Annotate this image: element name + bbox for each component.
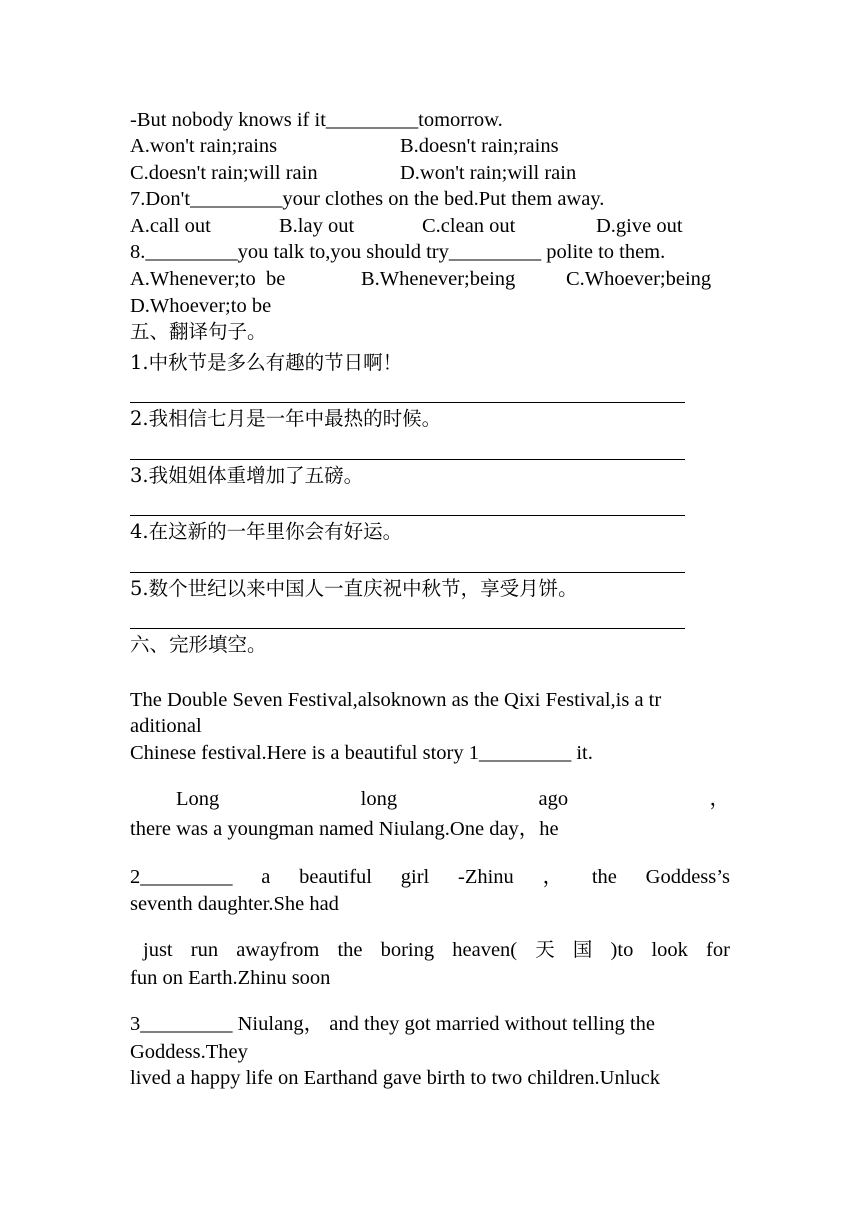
- word: for: [706, 939, 730, 961]
- q7-option-c: C.clean out: [422, 215, 516, 237]
- q8-option-c: C.Whoever;being: [566, 268, 712, 290]
- word: ，: [542, 866, 564, 888]
- translation-item-3: 3.我姐姐体重增加了五磅。: [130, 464, 364, 487]
- word: ago: [538, 788, 569, 810]
- passage-p4-line2: fun on Earth.Zhinu soon: [130, 967, 331, 989]
- q7-option-d: D.give out: [596, 215, 683, 237]
- passage-p2-line2: there was a youngman named Niulang.One day，he: [130, 818, 559, 840]
- word: the: [591, 866, 617, 888]
- word: heaven(: [452, 939, 518, 961]
- passage-p5-line1: 3_________ Niulang， and they got married without telling the: [130, 1013, 655, 1035]
- word: beautiful: [299, 866, 373, 888]
- q7-option-a: A.call out: [130, 215, 211, 237]
- passage-p1-line1: The Double Seven Festival,alsoknown as the Qixi Festival,is a tr: [130, 689, 662, 711]
- translation-item-2: 2.我相信七月是一年中最热的时候。: [130, 407, 442, 430]
- q7-option-b: B.lay out: [279, 215, 355, 237]
- answer-line-3: [130, 515, 685, 516]
- q8-stem: 8._________you talk to,you should try_________ polite to them.: [130, 241, 666, 263]
- translation-item-5: 5.数个世纪以来中国人一直庆祝中秋节，享受月饼。: [130, 577, 578, 600]
- q6-option-a: A.won't rain;rains: [130, 135, 278, 157]
- word: just: [143, 939, 173, 961]
- q6-tail: -But nobody knows if it_________tomorrow.: [130, 109, 503, 131]
- q6-option-c: C.doesn't rain;will rain: [130, 162, 318, 184]
- word: 天: [535, 938, 555, 961]
- word: awayfrom: [236, 939, 320, 961]
- passage-p4-line1: [130, 937, 730, 963]
- q8-option-b: B.Whenever;being: [361, 268, 516, 290]
- word: 国: [572, 938, 593, 961]
- passage-p5-line2: Goddess.They: [130, 1041, 248, 1063]
- q6-option-d: D.won't rain;will rain: [400, 162, 577, 184]
- word: girl: [400, 866, 430, 888]
- section6-heading: 六、完形填空。: [130, 633, 267, 656]
- word: ，: [709, 788, 730, 810]
- section5-heading: 五、翻译句子。: [130, 320, 267, 343]
- passage-p1-line2: aditional: [130, 715, 202, 737]
- word: Long: [176, 788, 220, 810]
- q8-option-a: A.Whenever;to be: [130, 268, 286, 290]
- word: )to: [610, 939, 634, 961]
- answer-line-4: [130, 572, 685, 573]
- word: a: [261, 866, 271, 888]
- answer-line-5: [130, 628, 685, 629]
- word: -Zhinu: [458, 866, 514, 888]
- answer-line-1: [130, 402, 685, 403]
- word: 2_________: [130, 866, 233, 888]
- word: Goddess’s: [645, 866, 730, 888]
- q6-option-b: B.doesn't rain;rains: [400, 135, 559, 157]
- q7-stem: 7.Don't_________your clothes on the bed.Put them away.: [130, 188, 605, 210]
- word: boring: [380, 939, 435, 961]
- q8-option-d: D.Whoever;to be: [130, 295, 272, 317]
- passage-p3-line2: seventh daughter.She had: [130, 893, 339, 915]
- answer-line-2: [130, 459, 685, 460]
- passage-p3-line1: [130, 864, 730, 890]
- translation-item-1: 1.中秋节是多么有趣的节日啊！: [130, 351, 403, 374]
- word: look: [651, 939, 688, 961]
- translation-item-4: 4.在这新的一年里你会有好运。: [130, 520, 403, 543]
- word: long: [360, 788, 398, 810]
- passage-p2-line1: [130, 786, 730, 812]
- word: run: [190, 939, 219, 961]
- word: the: [337, 939, 363, 961]
- passage-p5-line3: lived a happy life on Earthand gave birth to two children.Unluck: [130, 1067, 660, 1089]
- passage-p1-line3: Chinese festival.Here is a beautiful story 1_________ it.: [130, 742, 593, 764]
